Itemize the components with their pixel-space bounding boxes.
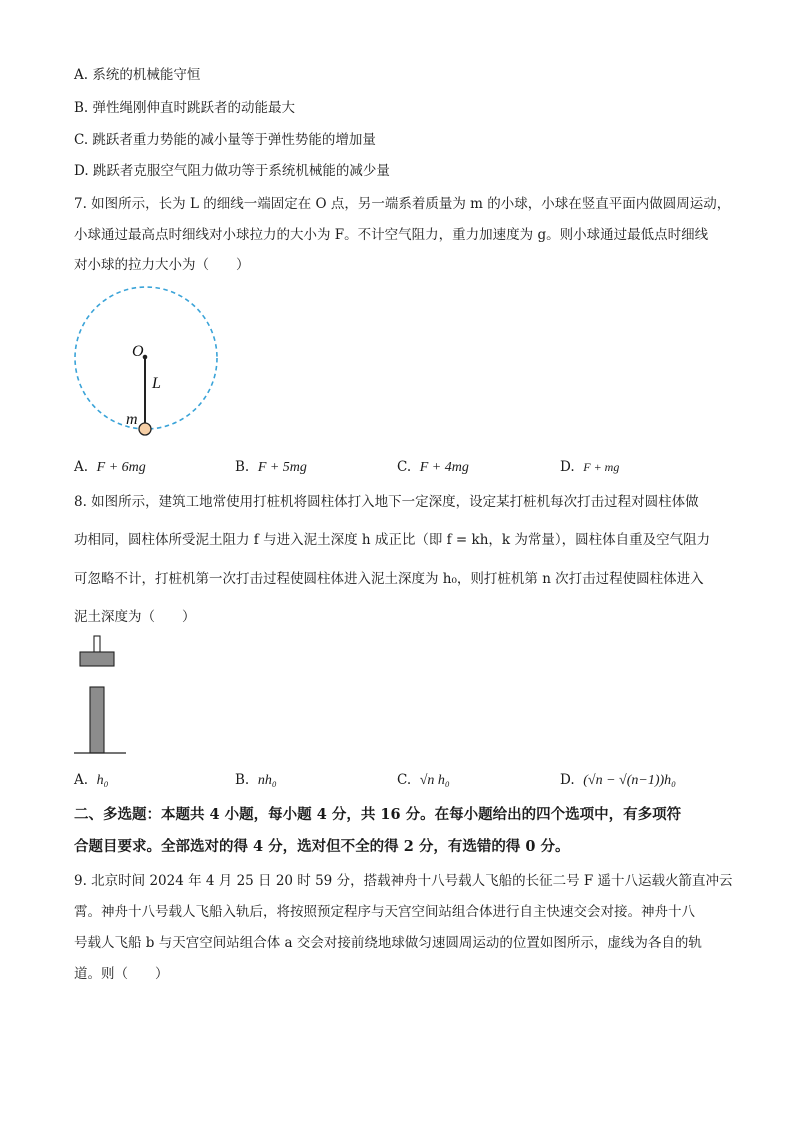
q7-option-d[interactable] — [560, 458, 619, 476]
q7-option-b-value: F + 5mg — [257, 460, 307, 475]
q7-option-d-letter: D. — [560, 459, 575, 475]
q8-option-d-letter: D. — [560, 772, 575, 788]
section-2-heading-line-2: 合题目要求。全部选对的得 4 分，选对但不全的得 2 分，有选错的得 0 分。 — [74, 838, 570, 855]
label-l: L — [152, 375, 161, 392]
q8-option-b-letter: B. — [235, 772, 250, 788]
q7-option-c-letter: C. — [397, 459, 412, 475]
q8-option-c[interactable] — [397, 771, 450, 790]
q7-option-c-value: F + 4mg — [419, 460, 469, 475]
q7-stem-line-1: 7. 如图所示，长为 L 的细线一端固定在 O 点，另一端系着质量为 m 的小球，小球在竖直平面内做圆周运动， — [74, 196, 731, 212]
q8-stem-line-4: 泥土深度为（ ） — [74, 609, 196, 625]
q8-stem-line-1: 8. 如图所示，建筑工地常使用打桩机将圆柱体打入地下一定深度，设定某打桩机每次打击过程对圆柱体做 — [74, 494, 699, 510]
q7-stem-line-2: 小球通过最高点时细线对小球拉力的大小为 F。不计空气阻力，重力加速度为 g。则小球通过最低点时细线 — [74, 227, 709, 243]
q8-pile-driver-figure — [70, 634, 130, 756]
ball — [139, 423, 151, 435]
q8-option-c-letter: C. — [397, 772, 412, 788]
q6-option-d: D. 跳跃者克服空气阻力做功等于系统机械能的减少量 — [74, 163, 390, 179]
q6-option-b: B. 弹性绳刚伸直时跳跃者的动能最大 — [74, 100, 296, 116]
q6-option-a: A. 系统的机械能守恒 — [74, 67, 201, 83]
q9-stem-line-4: 道。则（ ） — [74, 966, 169, 982]
q7-option-b[interactable] — [235, 458, 307, 477]
q8-option-b-value: nh₀ — [257, 773, 277, 788]
q8-option-b[interactable] — [235, 771, 277, 790]
q9-stem-line-3: 号载人飞船 b 与天宫空间站组合体 a 交会对接前绕地球做匀速圆周运动的位置如图所示，虚线为各自的轨 — [74, 935, 702, 951]
cylinder-pile — [90, 687, 104, 753]
q7-option-d-value: F + mg — [583, 460, 620, 474]
section-2-heading-line-1: 二、多选题：本题共 4 小题，每小题 4 分，共 16 分。在每小题给出的四个选项中，有多项符 — [74, 806, 682, 823]
q6-option-c: C. 跳跃者重力势能的减小量等于弹性势能的增加量 — [74, 132, 376, 148]
q8-option-d[interactable] — [560, 771, 676, 790]
q8-option-a-value: h₀ — [96, 773, 109, 788]
hammer-head — [80, 652, 114, 666]
q7-option-a-value: F + 6mg — [96, 460, 146, 475]
q9-stem-line-2: 霄。神舟十八号载人飞船入轨后，将按照预定程序与天宫空间站组合体进行自主快速交会对接。神舟十八 — [74, 904, 695, 920]
q7-circle-figure — [66, 284, 226, 440]
q8-stem-line-3: 可忽略不计，打桩机第一次打击过程使圆柱体进入泥土深度为 h₀，则打桩机第 n 次打击过程使圆柱体进入 — [74, 571, 704, 587]
hammer-rod — [94, 636, 100, 652]
label-m: m — [126, 411, 138, 428]
q8-option-d-value: (√n − √(n−1))h₀ — [583, 773, 677, 788]
label-o: O — [132, 343, 144, 360]
q7-option-a[interactable] — [74, 458, 146, 477]
q8-stem-line-2: 功相同，圆柱体所受泥土阻力 f 与进入泥土深度 h 成正比（即 f = kh，k 为常量），圆柱体自重及空气阻力 — [74, 532, 711, 548]
q8-option-c-value: √n h₀ — [419, 773, 450, 788]
q8-option-a-letter: A. — [74, 772, 89, 788]
q9-stem-line-1: 9. 北京时间 2024 年 4 月 25 日 20 时 59 分，搭载神舟十八号载人飞船的长征二号 F 遥十八运载火箭直冲云 — [74, 873, 733, 889]
q7-option-a-letter: A. — [74, 459, 89, 475]
q7-option-c[interactable] — [397, 458, 469, 477]
q7-option-b-letter: B. — [235, 459, 250, 475]
q8-option-a[interactable] — [74, 771, 109, 790]
q7-stem-line-3: 对小球的拉力大小为（ ） — [74, 257, 250, 273]
